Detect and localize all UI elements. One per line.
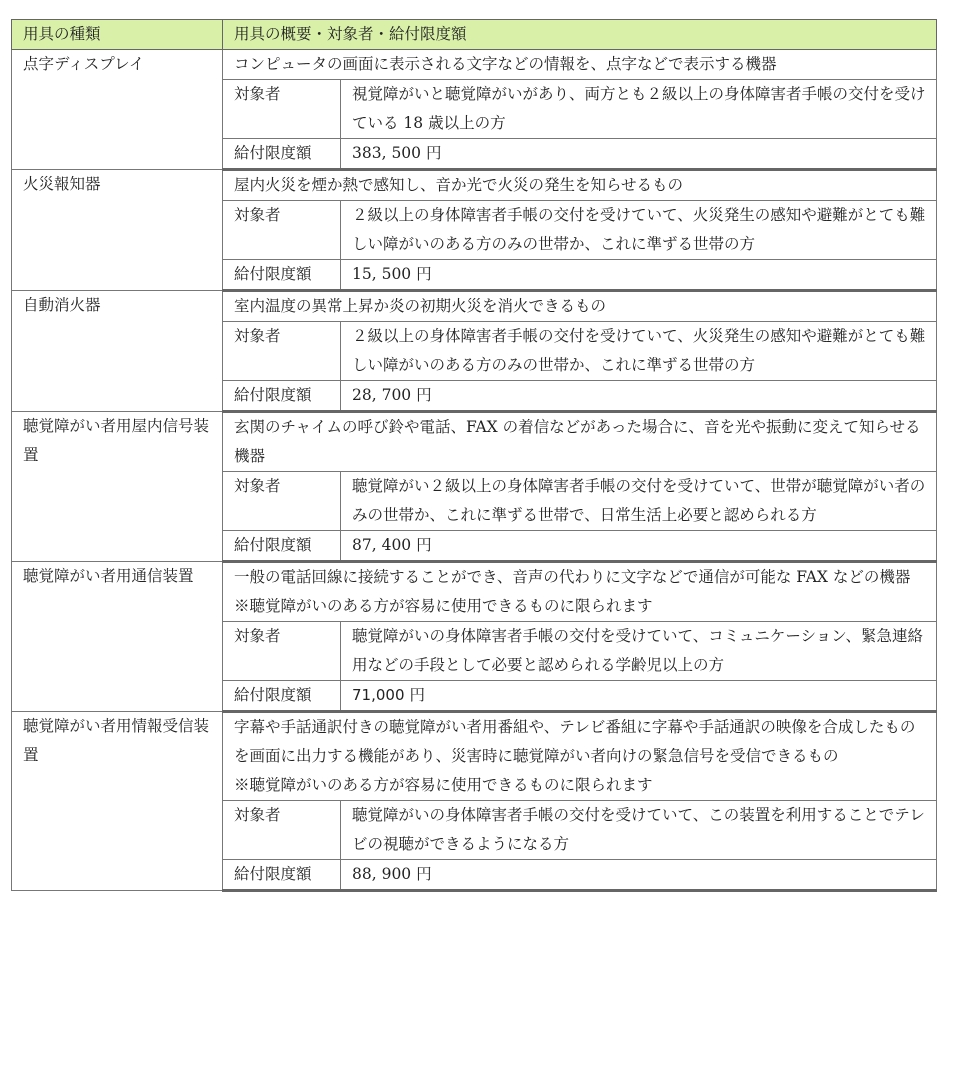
item-target: 聴覚障がいの身体障害者手帳の交付を受けていて、この装置を利用することでテレビの視聴ができるようになる方: [341, 801, 937, 860]
limit-label: 給付限度額: [223, 381, 341, 412]
target-label: 対象者: [223, 201, 341, 260]
item-limit: 87, 400 円: [341, 531, 937, 562]
target-label: 対象者: [223, 801, 341, 860]
table-row: [12, 562, 937, 622]
limit-label: 給付限度額: [223, 531, 341, 562]
target-label: 対象者: [223, 80, 341, 139]
limit-label: 給付限度額: [223, 139, 341, 170]
header-description: 用具の概要・対象者・給付限度額: [223, 20, 937, 50]
item-target: ２級以上の身体障害者手帳の交付を受けていて、火災発生の感知や避難がとても難しい障がいのある方のみの世帯か、これに準ずる世帯の方: [341, 322, 937, 381]
item-name: 点字ディスプレイ: [12, 50, 223, 170]
item-limit: 15, 500 円: [341, 260, 937, 291]
item-summary: 室内温度の異常上昇か炎の初期火災を消火できるもの: [223, 291, 937, 322]
limit-label: 給付限度額: [223, 681, 341, 712]
item-limit: 383, 500 円: [341, 139, 937, 170]
target-label: 対象者: [223, 622, 341, 681]
table-row: [12, 412, 937, 472]
item-name: 自動消火器: [12, 291, 223, 412]
item-name: 火災報知器: [12, 170, 223, 291]
table-row: [12, 50, 937, 80]
item-summary: 一般の電話回線に接続することができ、音声の代わりに文字などで通信が可能な FAX などの機器: [234, 568, 911, 586]
equipment-table: [11, 19, 937, 892]
limit-label: 給付限度額: [223, 260, 341, 291]
item-note: ※聴覚障がいのある方が容易に使用できるものに限られます: [234, 776, 653, 794]
item-target: ２級以上の身体障害者手帳の交付を受けていて、火災発生の感知や避難がとても難しい障がいのある方のみの世帯か、これに準ずる世帯の方: [341, 201, 937, 260]
item-summary-cell: [223, 562, 937, 622]
item-target: 視覚障がいと聴覚障がいがあり、両方とも２級以上の身体障害者手帳の交付を受けている 18 歳以上の方: [341, 80, 937, 139]
item-name: 聴覚障がい者用情報受信装置: [12, 712, 223, 891]
item-summary: コンピュータの画面に表示される文字などの情報を、点字などで表示する機器: [223, 50, 937, 80]
item-limit: 88, 900 円: [341, 860, 937, 891]
item-limit: 28, 700 円: [341, 381, 937, 412]
table-row: [12, 291, 937, 322]
item-summary: 屋内火災を煙か熱で感知し、音か光で火災の発生を知らせるもの: [223, 170, 937, 201]
item-name: 聴覚障がい者用通信装置: [12, 562, 223, 712]
item-note: ※聴覚障がいのある方が容易に使用できるものに限られます: [234, 597, 653, 615]
target-label: 対象者: [223, 472, 341, 531]
table-row: [12, 170, 937, 201]
item-limit-cell: [341, 681, 937, 712]
item-target: 聴覚障がい２級以上の身体障害者手帳の交付を受けていて、世帯が聴覚障がい者のみの世帯か、これに準ずる世帯で、日常生活上必要と認められる方: [341, 472, 937, 531]
item-name: 聴覚障がい者用屋内信号装置: [12, 412, 223, 562]
header-equipment-type: 用具の種類: [12, 20, 223, 50]
item-limit-number: 71,000: [352, 686, 405, 704]
item-summary-cell: [223, 712, 937, 801]
item-summary: 玄関のチャイムの呼び鈴や電話、FAX の着信などがあった場合に、音を光や振動に変えて知らせる機器: [223, 412, 937, 472]
limit-label: 給付限度額: [223, 860, 341, 891]
target-label: 対象者: [223, 322, 341, 381]
table-header-row: [12, 20, 937, 50]
item-limit-unit: 円: [409, 686, 425, 704]
table-row: [12, 712, 937, 801]
item-target: 聴覚障がいの身体障害者手帳の交付を受けていて、コミュニケーション、緊急連絡用などの手段として必要と認められる学齢児以上の方: [341, 622, 937, 681]
item-summary: 字幕や手話通訳付きの聴覚障がい者用番組や、テレビ番組に字幕や手話通訳の映像を合成したものを画面に出力する機能があり、災害時に聴覚障がい者向けの緊急信号を受信できるもの: [234, 718, 916, 765]
